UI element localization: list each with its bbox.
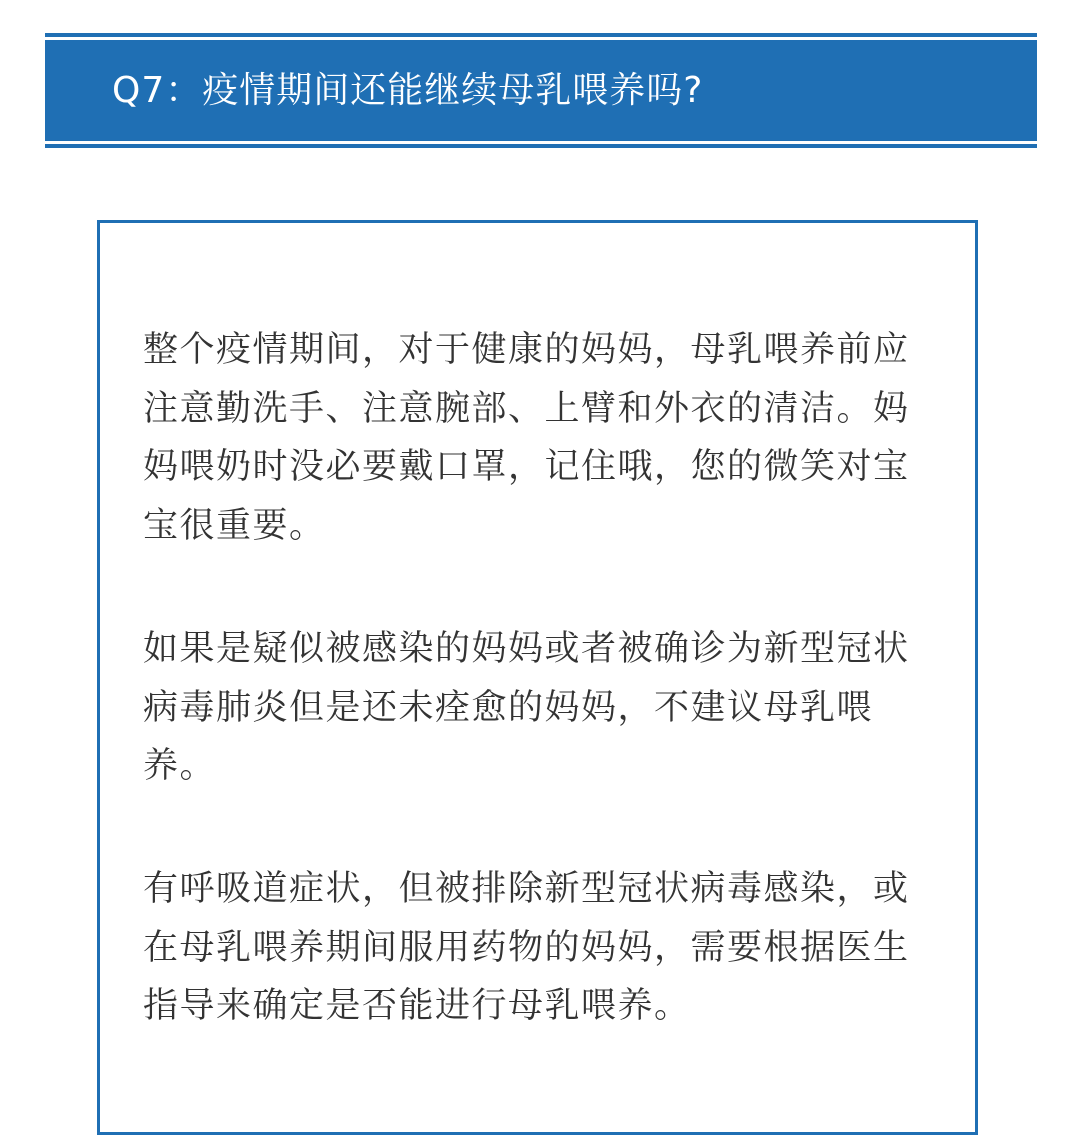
- answer-paragraph-3: 有呼吸道症状，但被排除新型冠状病毒感染，或在母乳喂养期间服用药物的妈妈，需要根据医生指导来确定是否能进行母乳喂养。: [143, 869, 910, 1026]
- answer-paragraph-1: 整个疫情期间，对于健康的妈妈，母乳喂养前应注意勤洗手、注意腕部、上臂和外衣的清洁。妈妈喂奶时没必要戴口罩，记住哦，您的微笑对宝宝很重要。: [143, 330, 910, 546]
- header-top-line: [45, 33, 1037, 37]
- answer-paragraph-2: 如果是疑似被感染的妈妈或者被确诊为新型冠状病毒肺炎但是还未痊愈的妈妈，不建议母乳喂养。: [143, 629, 910, 786]
- header-bottom-line: [45, 144, 1037, 148]
- question-title: Q7：疫情期间还能继续母乳喂养吗?: [112, 70, 704, 111]
- answer-box: [97, 220, 978, 1135]
